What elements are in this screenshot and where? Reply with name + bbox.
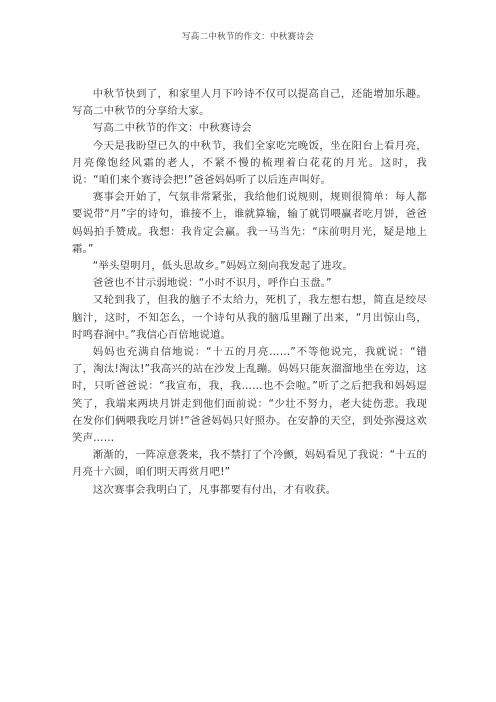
paragraph-subtitle: 写高二中秋节的作文：中秋赛诗会 xyxy=(92,122,252,135)
document-body xyxy=(72,86,427,499)
paragraph-my-turn: 又轮到我了，但我的脑子不太给力，死机了，我左想右想，简直是绞尽脑汁，这时，不知怎么，一个诗句从我的脑瓜里蹦了出来，“月出惊山鸟，时鸣春涧中。”我信心百倍地说道。 xyxy=(72,294,427,341)
paragraph-rules: 赛事会开始了，气氛非常紧张，我给他们说规则，规则很简单：每人都要说带“月”字的诗句，谁接不上，谁就算输，输了就罚喂赢者吃月饼，爸爸妈妈拍手赞成。我想：我肯定会赢。我一马当先：“床前明月光，疑是地上霜。” xyxy=(72,191,427,255)
paragraph-mother-poem: “举头望明月，低头思故乡。”妈妈立刻向我发起了进攻。 xyxy=(92,260,353,273)
paragraph-mother-mistake: 妈妈也充满自信地说：“十五的月亮……”不等他说完，我就说：“错了，淘汰!淘汰!”我高兴的站在沙发上乱蹦。妈妈只能灰溜溜地坐在旁边，这时，只听爸爸说：“我宣布，我，我……也不会啦。”听了之后把我和妈妈逗笑了，我端来两块月饼走到他们面前说：“少壮不努力，老大徒伤悲。我现在发你们俩喂我吃月饼!”爸爸妈妈只好照办。在安静的天空，到处弥漫这欢笑声…… xyxy=(72,346,427,445)
paragraph-intro: 中秋节快到了，和家里人月下吟诗不仅可以提高自己，还能增加乐趣。写高二中秋节的分享给大家。 xyxy=(72,88,427,118)
paragraph-father-poem: 爸爸也不甘示弱地说：“小时不识月，呼作白玉盘。” xyxy=(92,277,332,290)
paragraph-cold: 渐渐的，一阵凉意袭来，我不禁打了个冷颤，妈妈看见了我说：“十五的月亮十六圆，咱们明天再赏月吧!” xyxy=(72,449,427,479)
paragraph-moon-evening: 今天是我盼望已久的中秋节，我们全家吃完晚饭，坐在阳台上看月亮，月亮像饱经风霜的老人，不紧不慢的梳理着白花花的月光。这时，我说：“咱们来个赛诗会把!”爸爸妈妈听了以后连声叫好。 xyxy=(72,139,427,187)
document-title: 写高二中秋节的作文：中秋赛诗会 xyxy=(181,32,314,42)
paragraph-conclusion: 这次赛事会我明白了，凡事都要有付出，才有收获。 xyxy=(92,483,337,496)
